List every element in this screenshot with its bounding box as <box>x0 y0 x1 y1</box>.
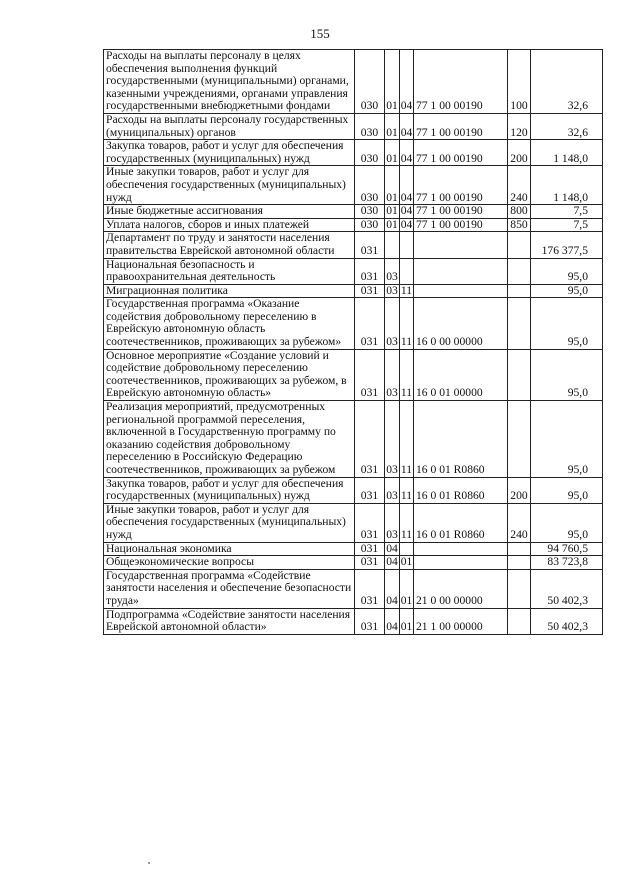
expense-type <box>508 258 531 284</box>
section-code: 01 <box>386 218 398 231</box>
admin-code: 030 <box>355 140 385 166</box>
table-row <box>104 542 603 556</box>
table-row <box>104 349 603 400</box>
target-article <box>414 542 508 556</box>
admin-code: 031 <box>355 556 385 570</box>
subsection-code <box>400 232 414 258</box>
target-article: 21 1 00 00000 <box>414 608 508 634</box>
amount: 7,5 <box>531 205 603 219</box>
row-name: Государственная программа «Содействие занятости населения и обеспечение безопасности труда» <box>104 569 355 608</box>
amount: 83 723,8 <box>531 556 603 570</box>
amount: 7,5 <box>531 218 603 232</box>
table-row <box>104 298 603 349</box>
amount: 94 760,5 <box>531 542 603 556</box>
expense-type: 100 <box>508 50 531 114</box>
subsection-code <box>400 258 414 284</box>
amount: 1 148,0 <box>531 166 603 205</box>
table-row <box>104 503 603 542</box>
admin-code: 030 <box>355 218 385 232</box>
target-article: 77 1 00 00190 <box>414 140 508 166</box>
row-name: Общеэкономические вопросы <box>104 556 355 570</box>
section-code: 04 <box>385 608 400 634</box>
row-name: Государственная программа «Оказание содействия добровольному переселению в Еврейскую автономную область соотечественников, проживающих за рубежом» <box>104 298 355 349</box>
section-code: 01 <box>385 140 400 166</box>
expense-type <box>508 556 531 570</box>
row-name: Национальная экономика <box>104 542 355 556</box>
target-article: 77 1 00 00190 <box>414 218 508 232</box>
section-code: 03 <box>385 503 400 542</box>
admin-code: 031 <box>355 284 385 298</box>
expense-type <box>508 542 531 556</box>
section-code: 03 <box>385 401 400 478</box>
admin-code: 031 <box>355 349 385 400</box>
amount: 32,6 <box>531 50 603 114</box>
section-code: 04 <box>386 555 398 569</box>
subsection-code: 04 <box>400 50 414 114</box>
admin-code: 030 <box>355 113 385 139</box>
table-row <box>104 477 603 503</box>
subsection-code: 11 <box>400 401 414 478</box>
table-row <box>104 140 603 166</box>
admin-code: 031 <box>355 503 385 542</box>
subsection-code: 04 <box>400 218 413 231</box>
expense-type: 200 <box>508 140 531 166</box>
target-article: 16 0 00 00000 <box>414 298 508 349</box>
scan-speck <box>148 862 150 864</box>
target-article <box>414 556 508 570</box>
amount: 1 148,0 <box>531 140 603 166</box>
target-article: 77 1 00 00190 <box>414 166 508 205</box>
row-name: Иные закупки товаров, работ и услуг для обеспечения государственных (муниципальных) нужд <box>104 503 355 542</box>
target-article: 77 1 00 00190 <box>414 50 508 114</box>
target-article: 16 0 01 R0860 <box>414 503 508 542</box>
amount: 176 377,5 <box>531 232 603 258</box>
expense-type <box>508 284 531 298</box>
amount: 95,0 <box>531 258 603 284</box>
table-row <box>104 50 603 114</box>
admin-code: 031 <box>355 608 385 634</box>
row-name: Расходы на выплаты персоналу в целях обеспечения выполнения функций государственными (муниципальными) органами, казенными учреждениями, органами управления государственными внебюджетными фондами <box>104 50 355 114</box>
amount: 95,0 <box>531 284 603 298</box>
expense-type <box>508 608 531 634</box>
admin-code: 031 <box>355 401 385 478</box>
table-row <box>104 232 603 258</box>
target-article: 21 0 00 00000 <box>414 569 508 608</box>
table-row <box>104 113 603 139</box>
table-row <box>104 284 603 298</box>
section-code: 03 <box>386 284 398 297</box>
page-number: 155 <box>310 26 330 41</box>
budget-table <box>103 49 603 635</box>
amount: 50 402,3 <box>531 608 603 634</box>
table-row <box>104 569 603 608</box>
target-article <box>414 258 508 284</box>
row-name: Подпрограмма «Содействие занятости населения Еврейской автономной области» <box>104 608 355 634</box>
table-row <box>104 218 603 232</box>
expense-type: 800 <box>508 205 531 219</box>
section-code: 01 <box>385 113 400 139</box>
expense-type <box>508 349 531 400</box>
expense-type: 120 <box>508 113 531 139</box>
admin-code: 031 <box>355 232 385 258</box>
section-code: 03 <box>385 258 400 284</box>
expense-type: 240 <box>508 166 531 205</box>
subsection-code: 01 <box>400 569 414 608</box>
table-row <box>104 556 603 570</box>
expense-type <box>508 401 531 478</box>
subsection-code: 01 <box>400 555 413 569</box>
row-name: Закупка товаров, работ и услуг для обеспечения государственных (муниципальных) нужд <box>104 477 355 503</box>
section-code: 01 <box>385 50 400 114</box>
row-name: Иные бюджетные ассигнования <box>104 205 355 219</box>
subsection-code: 11 <box>400 298 414 349</box>
subsection-code: 11 <box>400 284 413 297</box>
target-article: 16 0 01 00000 <box>414 349 508 400</box>
row-name: Уплата налогов, сборов и иных платежей <box>104 218 355 232</box>
section-code: 01 <box>385 166 400 205</box>
subsection-code: 04 <box>400 113 414 139</box>
section-code: 01 <box>386 204 398 218</box>
expense-type <box>508 298 531 349</box>
amount: 95,0 <box>531 349 603 400</box>
subsection-code: 11 <box>400 349 414 400</box>
row-name: Миграционная политика <box>104 284 355 298</box>
expense-type <box>508 569 531 608</box>
row-name: Закупка товаров, работ и услуг для обеспечения государственных (муниципальных) нужд <box>104 140 355 166</box>
row-name: Департамент по труду и занятости населения правительства Еврейской автономной области <box>104 232 355 258</box>
target-article: 77 1 00 00190 <box>414 113 508 139</box>
subsection-code: 11 <box>400 477 414 503</box>
expense-type: 850 <box>508 218 531 232</box>
target-article: 16 0 01 R0860 <box>414 477 508 503</box>
subsection-code: 11 <box>400 503 414 542</box>
row-name: Основное мероприятие «Создание условий и содействие добровольному переселению соотечественников, проживающих за рубежом, в Еврейскую автономную область» <box>104 349 355 400</box>
amount: 95,0 <box>531 401 603 478</box>
section-code: 03 <box>385 349 400 400</box>
target-article <box>414 232 508 258</box>
table-row <box>104 258 603 284</box>
amount: 32,6 <box>531 113 603 139</box>
subsection-code: 01 <box>400 608 414 634</box>
amount: 50 402,3 <box>531 569 603 608</box>
admin-code: 030 <box>355 205 385 219</box>
expense-type: 200 <box>508 477 531 503</box>
row-name: Национальная безопасность и правоохранительная деятельность <box>104 258 355 284</box>
subsection-code: 04 <box>400 140 414 166</box>
section-code: 03 <box>385 298 400 349</box>
admin-code: 031 <box>355 542 385 556</box>
table-row <box>104 608 603 634</box>
section-code: 04 <box>386 542 398 555</box>
admin-code: 030 <box>355 50 385 114</box>
table-row <box>104 166 603 205</box>
table-row <box>104 401 603 478</box>
subsection-code: 04 <box>400 204 413 218</box>
admin-code: 031 <box>355 477 385 503</box>
section-code: 03 <box>385 477 400 503</box>
subsection-code: 04 <box>400 166 414 205</box>
amount: 95,0 <box>531 503 603 542</box>
target-article: 77 1 00 00190 <box>414 205 508 219</box>
admin-code: 031 <box>355 258 385 284</box>
section-code <box>385 232 400 258</box>
admin-code: 031 <box>355 569 385 608</box>
subsection-code <box>400 542 414 556</box>
amount: 95,0 <box>531 477 603 503</box>
amount: 95,0 <box>531 298 603 349</box>
admin-code: 031 <box>355 298 385 349</box>
admin-code: 030 <box>355 166 385 205</box>
table-row <box>104 205 603 219</box>
expense-type: 240 <box>508 503 531 542</box>
section-code: 04 <box>385 569 400 608</box>
expense-type <box>508 232 531 258</box>
target-article: 16 0 01 R0860 <box>414 401 508 478</box>
row-name: Реализация мероприятий, предусмотренных региональной программой переселения, включенной в Государственную программу по оказанию содействия добровольному переселению в Российскую Федерацию соотечественников, проживающих за рубежом <box>104 401 355 478</box>
row-name: Расходы на выплаты персоналу государственных (муниципальных) органов <box>104 113 355 139</box>
target-article <box>414 284 508 298</box>
row-name: Иные закупки товаров, работ и услуг для обеспечения государственных (муниципальных) нужд <box>104 166 355 205</box>
